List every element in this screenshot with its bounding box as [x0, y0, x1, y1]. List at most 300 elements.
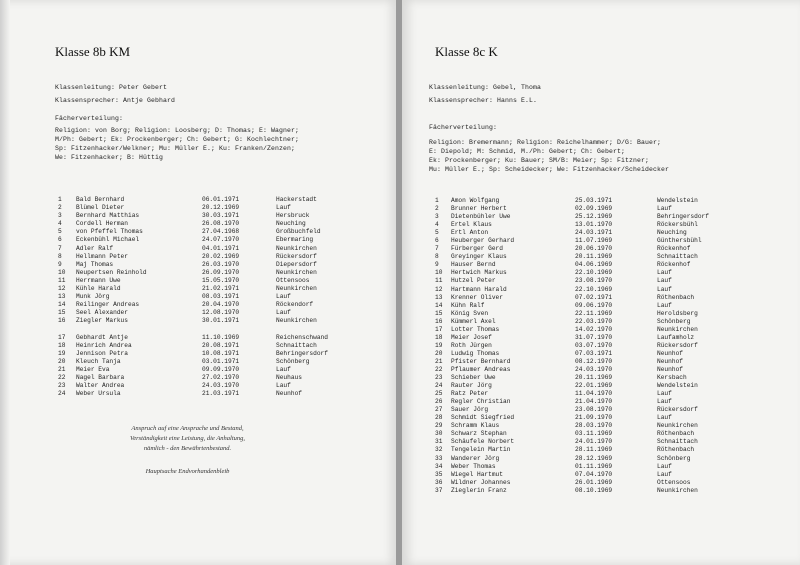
birth-date: 23.08.1970: [575, 277, 613, 285]
home-town: Günthersbühl: [657, 237, 702, 245]
student-row: [435, 286, 765, 294]
student-row: [58, 212, 358, 220]
row-number: 17: [58, 333, 66, 341]
student-name: Ratz Peter: [451, 390, 489, 398]
class-teacher: Klassenleitung: Gebel, Thoma: [429, 84, 542, 91]
row-number: 3: [58, 212, 62, 220]
student-name: Heinrich Andrea: [76, 341, 132, 349]
student-name: Tengelein Martin: [451, 446, 511, 454]
birth-date: 21.09.1970: [575, 414, 613, 422]
student-name: Munk Jörg: [76, 293, 110, 301]
footer-line: Verständigkeit eine Leistung, die Anhaltung,: [129, 435, 246, 442]
footer-line: nämlich - den Bewährtenbestand.: [143, 445, 232, 452]
row-number: 29: [435, 422, 443, 430]
birth-date: 20.11.1969: [575, 374, 613, 382]
student-name: Walter Andrea: [76, 382, 125, 390]
student-name: Kühle Harald: [76, 285, 121, 293]
student-row: [435, 374, 765, 382]
student-row: [435, 422, 765, 430]
birth-date: 24.01.1970: [575, 438, 613, 446]
row-number: 8: [435, 253, 439, 261]
home-town: Lauf: [657, 301, 672, 309]
home-town: Ottensoos: [657, 478, 691, 486]
student-name: Kümmerl Axel: [451, 317, 496, 325]
row-number: 16: [58, 317, 66, 325]
student-name: Adler Ralf: [76, 244, 114, 252]
student-row: [435, 205, 765, 213]
home-town: Röthenbach: [657, 446, 695, 454]
student-name: König Sven: [451, 309, 489, 317]
left-page: [0, 0, 398, 565]
student-row: [58, 317, 358, 325]
home-town: Schnaittach: [276, 341, 317, 349]
row-number: 26: [435, 398, 443, 406]
row-number: 22: [435, 365, 443, 373]
row-number: 18: [58, 341, 66, 349]
student-row: [58, 253, 358, 261]
row-number: 23: [435, 374, 443, 382]
birth-date: 24.03.1970: [575, 365, 613, 373]
home-town: Hackerstadt: [276, 196, 317, 203]
student-row: [435, 487, 765, 495]
birth-date: 06.01.1971: [202, 196, 240, 203]
birth-date: 30.01.1971: [202, 317, 240, 325]
home-town: Rückersdorf: [276, 252, 317, 260]
row-number: 1: [435, 197, 439, 204]
student-row: [435, 398, 765, 406]
home-town: Neuching: [276, 220, 306, 228]
subject-line: We: Fitzenhacker; B: Hüttig: [55, 154, 164, 161]
student-name: Wiegel Hartmut: [451, 470, 503, 478]
row-number: 10: [58, 268, 66, 276]
home-town: Behringersdorf: [276, 349, 328, 357]
row-number: 7: [435, 245, 439, 253]
student-row: [58, 358, 358, 366]
student-row: [58, 350, 358, 358]
row-number: 11: [58, 276, 66, 284]
home-town: Lauf: [657, 470, 672, 478]
student-row: [58, 236, 358, 244]
row-number: 9: [58, 260, 62, 268]
row-number: 36: [435, 478, 443, 486]
student-row: [58, 301, 358, 309]
right-page: [402, 0, 800, 565]
student-name: Ertel Klaus: [451, 221, 492, 229]
student-row: [435, 406, 765, 414]
student-row: [58, 342, 358, 350]
birth-date: 27.02.1970: [202, 373, 240, 381]
birth-date: 20.04.1970: [202, 301, 240, 309]
student-name: Meier Josef: [451, 333, 492, 341]
birth-date: 24.03.1971: [575, 229, 613, 237]
student-name: Herrmann Uwe: [76, 276, 121, 284]
birth-date: 15.05.1970: [202, 276, 240, 284]
home-town: Lauf: [657, 285, 672, 293]
class-title: Klasse 8c K: [435, 44, 498, 59]
student-row: [435, 414, 765, 422]
row-number: 11: [435, 277, 443, 285]
row-number: 30: [435, 430, 443, 438]
page-edge: [0, 0, 10, 565]
birth-date: 26.08.1970: [202, 220, 240, 228]
row-number: 20: [58, 357, 66, 365]
subject-line: Religion: von Borg; Religion: Loosberg; D: Thomas; E: Wagner;: [55, 127, 300, 134]
student-name: Amon Wolfgang: [451, 197, 500, 204]
birth-date: 13.01.1970: [575, 221, 613, 229]
student-name: Bernhard Matthias: [76, 212, 140, 220]
row-number: 12: [58, 285, 66, 293]
student-name: Regler Christian: [451, 398, 511, 406]
student-row: [435, 446, 765, 454]
birth-date: 20.06.1970: [575, 245, 613, 253]
student-name: von Pfeffel Thomas: [76, 228, 143, 236]
home-town: Neunkirchen: [657, 422, 698, 430]
birth-date: 28.11.1969: [575, 446, 613, 454]
row-number: 31: [435, 438, 443, 446]
birth-date: 28.03.1970: [575, 422, 613, 430]
student-name: Reilinger Andreas: [76, 301, 140, 309]
birth-date: 22.10.1969: [575, 285, 613, 293]
student-name: Cordell Herman: [76, 220, 128, 228]
birth-date: 26.01.1969: [575, 478, 613, 486]
student-row: [435, 463, 765, 471]
home-town: Hersbruck: [276, 212, 310, 220]
student-row: [435, 221, 765, 229]
student-name: Nagel Barbara: [76, 373, 125, 381]
home-town: Wendelstein: [657, 382, 698, 390]
student-row: [435, 455, 765, 463]
home-town: Röthenbach: [657, 293, 695, 301]
student-row: [58, 196, 358, 204]
row-number: 4: [58, 220, 62, 228]
row-number: 21: [58, 365, 66, 373]
student-name: Pfister Bernhard: [451, 357, 511, 365]
student-row: [435, 269, 765, 277]
birth-date: 08.03.1971: [202, 293, 240, 301]
birth-date: 11.04.1970: [575, 390, 613, 398]
birth-date: 07.04.1970: [575, 470, 613, 478]
row-number: 23: [58, 382, 66, 390]
home-town: Reichenschwand: [276, 333, 328, 341]
row-number: 24: [435, 382, 443, 390]
student-row: [435, 342, 765, 350]
home-town: Röckersbühl: [657, 221, 698, 229]
home-town: Neuhaus: [276, 373, 302, 381]
home-town: Heroldsberg: [657, 309, 698, 317]
home-town: Rückersdorf: [657, 406, 698, 414]
student-name: Schäufele Norbert: [451, 438, 515, 446]
home-town: Neunkirchen: [276, 244, 317, 252]
student-row: [435, 479, 765, 487]
student-row: [435, 197, 765, 205]
birth-date: 25.03.1971: [575, 197, 613, 204]
home-town: Lauf: [276, 382, 291, 390]
subjects-heading: Fächerverteilung:: [429, 124, 498, 131]
student-row: [435, 471, 765, 479]
home-town: Lauf: [657, 398, 672, 406]
student-row: [58, 366, 358, 374]
birth-date: 23.08.1970: [575, 406, 613, 414]
footer-line: Hauptsache Endvorhandenbleib: [145, 468, 230, 475]
subject-line: E: Diepold; M: Schmid, M./Ph: Gebert; Ch: Gebert;: [429, 148, 626, 155]
home-town: Diepersdorf: [276, 260, 317, 268]
student-row: [58, 245, 358, 253]
footer-line: Anspruch auf eine Ansprache und Bestand,: [131, 425, 244, 432]
birth-date: 22.10.1969: [575, 269, 613, 277]
student-name: Maj Thomas: [76, 260, 114, 268]
birth-date: 27.04.1968: [202, 228, 240, 236]
subject-line: Mu: Müller E.; Sp: Scheidecker; We: Fitzenhacker/Scheidecker: [429, 166, 670, 173]
home-town: Lauf: [657, 414, 672, 422]
student-name: Schwarz Stephan: [451, 430, 507, 438]
birth-date: 22.11.1969: [575, 309, 613, 317]
row-number: 16: [435, 317, 443, 325]
student-row: [435, 213, 765, 221]
home-town: Neunkirchen: [657, 325, 698, 333]
row-number: 34: [435, 462, 443, 470]
student-row: [58, 261, 358, 269]
birth-date: 20.11.1969: [575, 253, 613, 261]
row-number: 24: [58, 390, 66, 398]
home-town: Neunhof: [657, 357, 683, 365]
row-number: 14: [58, 301, 66, 309]
student-row: [435, 390, 765, 398]
subject-line: Religion: Bremermann; Religion: Reichelhammer; D/G: Bauer;: [429, 139, 662, 146]
home-town: Laufamholz: [657, 333, 695, 341]
student-row: [435, 334, 765, 342]
student-name: Brunner Herbert: [451, 205, 507, 213]
home-town: Neunkirchen: [276, 268, 317, 276]
row-number: 20: [435, 349, 443, 357]
student-name: Hellmann Peter: [76, 252, 128, 260]
birth-date: 07.03.1971: [575, 349, 613, 357]
row-number: 4: [435, 221, 439, 229]
birth-date: 28.12.1969: [575, 454, 613, 462]
student-row: [435, 294, 765, 302]
row-number: 27: [435, 406, 443, 414]
row-number: 8: [58, 252, 62, 260]
student-name: Fürberger Gerd: [451, 245, 503, 253]
birth-date: 21.04.1970: [575, 398, 613, 406]
home-town: Röckenhof: [657, 261, 691, 269]
student-name: Meier Eva: [76, 365, 110, 373]
birth-date: 20.12.1969: [202, 204, 240, 212]
row-number: 1: [58, 196, 62, 203]
row-number: 10: [435, 269, 443, 277]
home-town: Neunkirchen: [276, 285, 317, 293]
student-row: [58, 220, 358, 228]
student-row: [58, 204, 358, 212]
birth-date: 21.02.1971: [202, 285, 240, 293]
student-name: Bald Bernhard: [76, 196, 125, 203]
student-row: [435, 326, 765, 334]
student-row: [58, 374, 358, 382]
row-number: 7: [58, 244, 62, 252]
student-name: Greyinger Klaus: [451, 253, 507, 261]
row-number: 35: [435, 470, 443, 478]
home-town: Behringersdorf: [657, 213, 709, 221]
home-town: Lauf: [276, 309, 291, 317]
student-name: Kühn Ralf: [451, 301, 485, 309]
student-name: Krenner Oliver: [451, 293, 503, 301]
row-number: 9: [435, 261, 439, 269]
home-town: Röckendorf: [276, 301, 314, 309]
row-number: 5: [435, 229, 439, 237]
student-row: [58, 293, 358, 301]
student-name: Schmidt Siegfried: [451, 414, 515, 422]
class-title: Klasse 8b KM: [55, 44, 131, 59]
home-town: Schönberg: [657, 454, 691, 462]
row-number: 5: [58, 228, 62, 236]
row-number: 19: [58, 349, 66, 357]
home-town: Röckenhof: [657, 245, 691, 253]
home-town: Neunhof: [657, 349, 683, 357]
home-town: Ottensoos: [276, 276, 310, 284]
home-town: Großbuchfeld: [276, 228, 321, 236]
birth-date: 22.01.1969: [575, 382, 613, 390]
class-speaker: Klassensprecher: Antje Gebhard: [55, 97, 176, 104]
student-name: Ertl Anton: [451, 229, 489, 237]
home-town: Röthenbach: [657, 430, 695, 438]
subject-line: Ek: Prockenberger; Ku: Bauer; SM/B: Meier; Sp: Fitzner;: [429, 157, 650, 164]
student-name: Eckenbühl Michael: [76, 236, 140, 244]
student-name: Hutzel Peter: [451, 277, 496, 285]
student-row: [58, 382, 358, 390]
subject-line: Sp: Fitzenhacker/Welkner; Mu: Müller E.; Ku: Franken/Zenzen;: [55, 145, 296, 152]
class-teacher: Klassenleitung: Peter Gebert: [55, 84, 168, 91]
home-town: Neuching: [657, 229, 687, 237]
student-row: [435, 366, 765, 374]
student-name: Pflaumer Andreas: [451, 365, 511, 373]
birth-date: 20.08.1971: [202, 341, 240, 349]
row-number: 15: [435, 309, 443, 317]
student-row: [58, 309, 358, 317]
student-name: Heuberger Gerhard: [451, 237, 515, 245]
birth-date: 11.10.1969: [202, 333, 240, 341]
group-gap: [58, 326, 358, 334]
home-town: Lauf: [276, 365, 291, 373]
birth-date: 04.06.1969: [575, 261, 613, 269]
row-number: 21: [435, 357, 443, 365]
home-town: Lauf: [276, 293, 291, 301]
student-row: [435, 382, 765, 390]
birth-date: 21.03.1971: [202, 390, 240, 398]
student-name: Roth Jürgen: [451, 341, 492, 349]
row-number: 19: [435, 341, 443, 349]
student-list: [435, 197, 765, 495]
row-number: 32: [435, 446, 443, 454]
student-name: Ziegler Markus: [76, 317, 128, 325]
student-name: Dietenbühler Uwe: [451, 213, 511, 221]
student-name: Zieglerin Franz: [451, 486, 507, 494]
student-row: [435, 253, 765, 261]
student-name: Blümel Dieter: [76, 204, 125, 212]
birth-date: 08.12.1970: [575, 357, 613, 365]
home-town: Wendelstein: [657, 197, 698, 204]
student-name: Hartmann Harald: [451, 285, 507, 293]
student-name: Hauser Bernd: [451, 261, 496, 269]
student-name: Hertwich Markus: [451, 269, 507, 277]
student-name: Kleuch Tanja: [76, 357, 121, 365]
birth-date: 14.02.1970: [575, 325, 613, 333]
home-town: Lauf: [657, 269, 672, 277]
birth-date: 03.11.1969: [575, 430, 613, 438]
birth-date: 11.07.1969: [575, 237, 613, 245]
home-town: Lauf: [657, 205, 672, 213]
birth-date: 10.08.1971: [202, 349, 240, 357]
birth-date: 24.07.1970: [202, 236, 240, 244]
birth-date: 04.01.1971: [202, 244, 240, 252]
birth-date: 12.08.1970: [202, 309, 240, 317]
home-town: Lauf: [657, 462, 672, 470]
home-town: Schnaittach: [657, 438, 698, 446]
student-row: [435, 350, 765, 358]
student-row: [435, 245, 765, 253]
home-town: Neunhof: [276, 390, 302, 398]
birth-date: 25.12.1969: [575, 213, 613, 221]
birth-date: 07.02.1971: [575, 293, 613, 301]
subject-line: M/Ph: Gebert; Ek: Prockenberger; Ch: Gebert; G: Kochlechtner;: [55, 136, 300, 143]
birth-date: 08.10.1969: [575, 486, 613, 494]
row-number: 33: [435, 454, 443, 462]
student-name: Sauer Jörg: [451, 406, 489, 414]
row-number: 22: [58, 373, 66, 381]
student-row: [58, 285, 358, 293]
student-name: Seel Alexander: [76, 309, 128, 317]
student-row: [435, 302, 765, 310]
student-name: Weber Thomas: [451, 462, 496, 470]
row-number: 14: [435, 301, 443, 309]
student-name: Wanderer Jörg: [451, 454, 500, 462]
student-row: [435, 237, 765, 245]
student-list: [58, 196, 358, 398]
subjects-heading: Fächerverteilung:: [55, 115, 124, 122]
home-town: Neunkirchen: [657, 486, 698, 494]
student-name: Wildner Johannes: [451, 478, 511, 486]
class-speaker: Klassensprecher: Hanns E.L.: [429, 97, 538, 104]
row-number: 15: [58, 309, 66, 317]
row-number: 37: [435, 486, 443, 494]
row-number: 13: [435, 293, 443, 301]
footer-note: [80, 425, 295, 475]
birth-date: 03.07.1970: [575, 341, 613, 349]
row-number: 12: [435, 285, 443, 293]
student-row: [435, 430, 765, 438]
row-number: 2: [435, 205, 439, 213]
row-number: 2: [58, 204, 62, 212]
student-row: [435, 318, 765, 326]
birth-date: 09.06.1970: [575, 301, 613, 309]
home-town: Ebermaring: [276, 236, 314, 244]
home-town: Kersbach: [657, 374, 687, 382]
student-row: [435, 261, 765, 269]
student-row: [58, 269, 358, 277]
home-town: Lauf: [276, 204, 291, 212]
birth-date: 03.01.1971: [202, 357, 240, 365]
student-name: Weber Ursula: [76, 390, 121, 398]
student-row: [58, 277, 358, 285]
student-row: [435, 310, 765, 318]
student-name: Rauter Jörg: [451, 382, 492, 390]
home-town: Neunhof: [657, 365, 683, 373]
student-row: [58, 228, 358, 236]
birth-date: 09.09.1970: [202, 365, 240, 373]
student-name: Gebhardt Antje: [76, 333, 128, 341]
row-number: 18: [435, 333, 443, 341]
student-row: [435, 277, 765, 285]
home-town: Rückersdorf: [657, 341, 698, 349]
student-row: [435, 229, 765, 237]
